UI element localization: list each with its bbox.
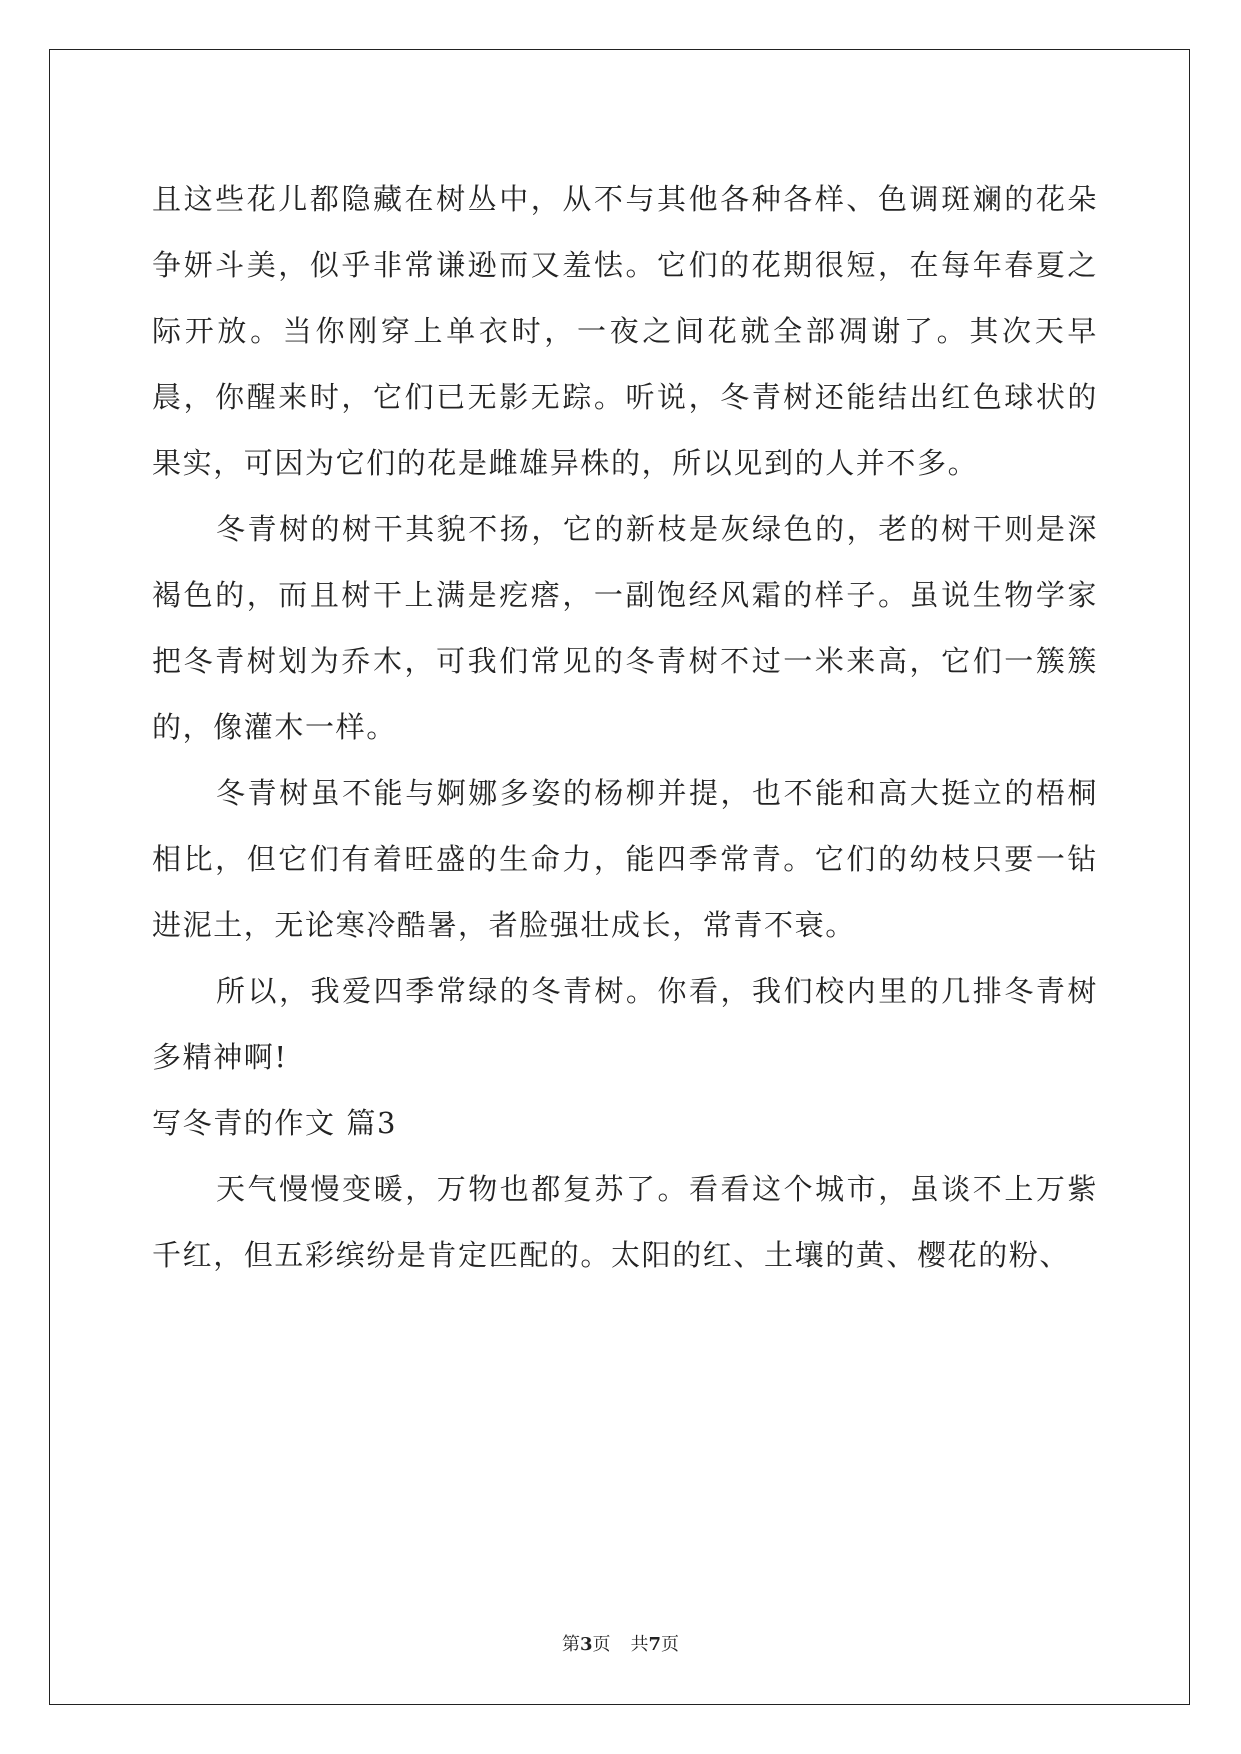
document-body [152,166,1098,1288]
paragraph-vitality: 冬青树虽不能与婀娜多姿的杨柳并提，也不能和高大挺立的梧桐相比，但它们有着旺盛的生命力，能四季常青。它们的幼枝只要一钻进泥土，无论寒冷酷暑，者脸强壮成长，常青不衰。 [152,776,1098,942]
footer-page-current: 3 [579,1634,593,1655]
footer-total-prefix: 共 [630,1634,649,1655]
footer-page-total: 7 [648,1634,662,1655]
paragraph-continuation: 且这些花儿都隐藏在树丛中，从不与其他各种各样、色调斑斓的花朵争妍斗美，似乎非常谦逊而又羞怯。它们的花期很短，在每年春夏之际开放。当你刚穿上单衣时，一夜之间花就全部凋谢了。其次天早晨，你醒来时，它们已无影无踪。听说，冬青树还能结出红色球状的果实，可因为它们的花是雌雄异株的，所以见到的人并不多。 [152,182,1098,480]
footer-page-unit: 页 [592,1634,611,1655]
paragraph-trunk: 冬青树的树干其貌不扬，它的新枝是灰绿色的，老的树干则是深褐色的，而且树干上满是疙瘩，一副饱经风霜的样子。虽说生物学家把冬青树划为乔木，可我们常见的冬青树不过一米来高，它们一簇簇的，像灌木一样。 [152,512,1098,744]
paragraph-conclusion: 所以，我爱四季常绿的冬青树。你看，我们校内里的几排冬青树多精神啊! [152,974,1098,1074]
page-footer [0,1630,1241,1656]
footer-page-prefix: 第 [561,1634,580,1655]
footer-total-unit: 页 [661,1634,680,1655]
section-heading: 写冬青的作文 篇3 [152,1106,398,1140]
paragraph-essay3-intro: 天气慢慢变暖，万物也都复苏了。看看这个城市，虽谈不上万紫千红，但五彩缤纷是肯定匹配的。太阳的红、土壤的黄、樱花的粉、 [152,1172,1098,1272]
